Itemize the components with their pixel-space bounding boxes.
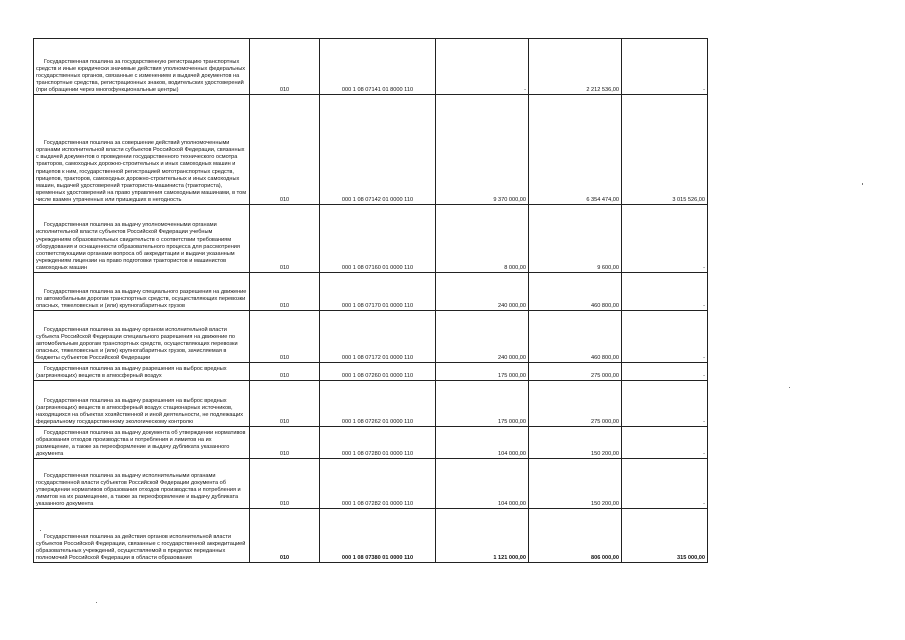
row-fact-cell (529, 363, 622, 381)
row-code-value: 010 (279, 354, 290, 361)
row-code-value: 010 (279, 500, 290, 507)
row-fact-value: 9 600,00 (597, 264, 619, 271)
row-code-cell (250, 363, 320, 381)
table-row (34, 381, 708, 427)
row-plan-cell (436, 509, 529, 563)
row-plan-value: 104 000,00 (498, 500, 526, 507)
row-extra-cell (622, 509, 708, 563)
row-fact-value: 275 000,00 (591, 372, 619, 379)
row-code-value: 010 (279, 554, 290, 561)
row-extra-cell (622, 311, 708, 363)
row-kbk-value: 000 1 08 07142 01 0000 110 (341, 196, 414, 203)
row-name-cell (34, 273, 250, 311)
row-kbk-value: 000 1 08 07170 01 0000 110 (341, 302, 414, 309)
row-extra-value: - (703, 302, 705, 309)
row-extra-value: - (703, 450, 705, 457)
row-fact-value: 6 354 474,00 (586, 196, 619, 203)
row-plan-value: 175 000,00 (498, 418, 526, 425)
row-kbk-value: 000 1 08 07141 01 8000 110 (341, 86, 414, 93)
row-plan-cell (436, 381, 529, 427)
row-code-value: 010 (279, 86, 290, 93)
table-row (34, 273, 708, 311)
row-name-text: Государственная пошлина за выдачу специального разрешения на движение по автомобильным дорогам транспортных средств, осуществляющих перевозки опасных, тяжеловесных и (или) крупногабаритных грузов (36, 288, 247, 309)
table-row (34, 509, 708, 563)
row-extra-cell (622, 273, 708, 311)
row-plan-cell (436, 95, 529, 205)
row-fact-value: 460 800,00 (591, 302, 619, 309)
row-name-text: Государственная пошлина за выдачу органом исполнительной власти субъекта Российской Федерации специального разрешения на движение по автомобильным дорогам транспортных средств, осуществляющих перевозки опасных, тяжеловесных и (или) крупногабаритных грузов, зачисляемая в бюджеты субъектов Российской Федерации (36, 326, 238, 361)
row-code-cell (250, 459, 320, 509)
row-kbk-value: 000 1 08 07260 01 0000 110 (341, 372, 414, 379)
row-kbk-value: 000 1 08 07172 01 0000 110 (341, 354, 414, 361)
row-code-value: 010 (279, 418, 290, 425)
row-extra-cell (622, 95, 708, 205)
row-plan-value: 104 000,00 (498, 450, 526, 457)
row-code-cell (250, 311, 320, 363)
row-name-cell (34, 427, 250, 459)
row-name-text: Государственная пошлина за совершение действий уполномоченными органами исполнительной власти субъектов Российской Федерации, связанных с выдачей документов о проведении государственного технического осмотра тракторов, самоходных дорожно-строительных и иных самоходных машин и прицепов к ним, государственной регистрацией мототранспортных средств, прицепов, тракторов, самоходных дорожно-строительных и иных самоходных машин, выдачей удостоверений тракториста-машиниста (тракториста), временных удостоверений на право управления самоходными машинами, в том числе взамен утраченных или пришедших в негодность (36, 140, 247, 203)
row-extra-value: - (703, 418, 705, 425)
row-code-cell (250, 427, 320, 459)
row-kbk-cell (320, 381, 436, 427)
row-kbk-cell (320, 205, 436, 273)
row-name-text: Государственная пошлина за государственную регистрацию транспортных средств и иные юридически значимые действия уполномоченных федеральных государственных органов, связанные с изменением и выдачей документов на транспортные средства, регистрационных знаков, водительских удостоверений (при обращении через многофункциональные центры) (36, 58, 246, 93)
table-row (34, 95, 708, 205)
row-name-cell (34, 39, 250, 95)
row-kbk-cell (320, 39, 436, 95)
table-row (34, 459, 708, 509)
revenue-table-body (34, 39, 708, 563)
row-name-text: Государственная пошлина за выдачу документа об утверждении нормативов образования отходов производства и потребления и лимитов на их размещение, а также за переоформление и выдачу дубликата указанного документа (36, 429, 246, 457)
row-code-value: 010 (279, 264, 290, 271)
row-plan-cell (436, 363, 529, 381)
row-plan-cell (436, 459, 529, 509)
row-plan-cell (436, 39, 529, 95)
row-extra-value: - (703, 86, 705, 93)
row-code-cell (250, 509, 320, 563)
row-fact-cell (529, 273, 622, 311)
row-kbk-value: 000 1 08 07280 01 0000 110 (341, 450, 414, 457)
row-extra-value: - (703, 372, 705, 379)
row-kbk-cell (320, 509, 436, 563)
row-fact-value: 460 800,00 (591, 354, 619, 361)
row-kbk-cell (320, 273, 436, 311)
row-fact-cell (529, 459, 622, 509)
row-name-text: Государственная пошлина за выдачу разрешения на выброс вредных (загрязняющих) веществ в атмосферный воздух (36, 365, 227, 379)
row-plan-value: 9 370 000,00 (493, 196, 526, 203)
row-plan-value: 1 121 000,00 (493, 554, 526, 561)
row-extra-value: - (703, 354, 705, 361)
row-plan-cell (436, 311, 529, 363)
row-extra-cell (622, 39, 708, 95)
row-name-cell (34, 381, 250, 427)
row-kbk-value: 000 1 08 07380 01 0000 110 (341, 554, 414, 561)
row-code-cell (250, 205, 320, 273)
row-name-text: Государственная пошлина за выдачу разрешения на выброс вредных (загрязняющих) веществ в атмосферный воздух стационарных источников, находящихся на объектах хозяйственной и иной деятельности, не подлежащих федеральному государственному экологическому контролю (36, 397, 244, 425)
row-name-text: Государственная пошлина за выдачу исполнительными органами государственной власти субъектов Российской Федерации документа об утверждении нормативов образования отходов производства и потребления и лимитов на их размещение, а также за переоформление и выдачу дубликата указанного документа (36, 472, 241, 507)
row-kbk-value: 000 1 08 07282 01 0000 110 (341, 500, 414, 507)
row-extra-value: 3 015 526,00 (672, 196, 705, 203)
revenue-table-sheet (33, 38, 707, 563)
row-fact-cell (529, 95, 622, 205)
row-extra-cell (622, 459, 708, 509)
row-kbk-cell (320, 427, 436, 459)
row-name-text: Государственная пошлина за действия органов исполнительной власти субъектов Российской Федерации, связанные с государственной аккредитацией образовательных учреждений, осуществляемой в пределах переданных полномочий Российской Федерации в области образования (36, 533, 246, 561)
row-extra-cell (622, 381, 708, 427)
row-kbk-value: 000 1 08 07262 01 0000 110 (341, 418, 414, 425)
row-code-cell (250, 39, 320, 95)
row-code-value: 010 (279, 302, 290, 309)
row-plan-value: 175 000,00 (498, 372, 526, 379)
row-fact-value: 150 200,00 (591, 500, 619, 507)
row-code-value: 010 (279, 196, 290, 203)
row-name-text: Государственная пошлина за выдачу уполномоченными органами исполнительной власти субъектов Российской Федерации учебным учреждениям образовательных свидетельств о соответствии требованиям оборудования и оснащенности образовательного процесса для рассмотрения соответствующими органами вопроса об аккредитации и выдачи указанным учреждениям лицензии на право подготовки трактористов и машинистов самоходных машин (36, 222, 240, 271)
row-extra-value: 315 000,00 (677, 554, 705, 561)
row-fact-cell (529, 381, 622, 427)
row-fact-cell (529, 427, 622, 459)
row-plan-value: 240 000,00 (498, 302, 526, 309)
table-row (34, 39, 708, 95)
table-row (34, 311, 708, 363)
row-fact-value: 2 212 536,00 (586, 86, 619, 93)
row-name-cell (34, 363, 250, 381)
row-extra-cell (622, 427, 708, 459)
row-fact-value: 806 000,00 (591, 554, 619, 561)
row-name-cell (34, 311, 250, 363)
row-kbk-cell (320, 311, 436, 363)
row-kbk-cell (320, 95, 436, 205)
revenue-table (33, 38, 708, 563)
row-plan-cell (436, 205, 529, 273)
row-fact-cell (529, 509, 622, 563)
row-plan-value: 8 000,00 (504, 264, 526, 271)
table-row (34, 427, 708, 459)
row-code-cell (250, 95, 320, 205)
row-extra-cell (622, 363, 708, 381)
row-plan-value: 240 000,00 (498, 354, 526, 361)
row-plan-cell (436, 273, 529, 311)
row-fact-cell (529, 205, 622, 273)
table-row (34, 205, 708, 273)
row-name-cell (34, 459, 250, 509)
row-name-cell (34, 95, 250, 205)
row-extra-value: - (703, 264, 705, 271)
row-extra-cell (622, 205, 708, 273)
row-code-cell (250, 273, 320, 311)
row-name-cell (34, 509, 250, 563)
row-fact-value: 150 200,00 (591, 450, 619, 457)
row-plan-value: - (524, 86, 526, 93)
row-kbk-cell (320, 459, 436, 509)
row-kbk-value: 000 1 08 07160 01 0000 110 (341, 264, 414, 271)
row-kbk-cell (320, 363, 436, 381)
row-fact-cell (529, 39, 622, 95)
row-code-value: 010 (279, 372, 290, 379)
row-fact-value: 275 000,00 (591, 418, 619, 425)
row-extra-value: - (703, 500, 705, 507)
row-code-cell (250, 381, 320, 427)
row-fact-cell (529, 311, 622, 363)
row-code-value: 010 (279, 450, 290, 457)
row-plan-cell (436, 427, 529, 459)
table-row (34, 363, 708, 381)
row-name-cell (34, 205, 250, 273)
